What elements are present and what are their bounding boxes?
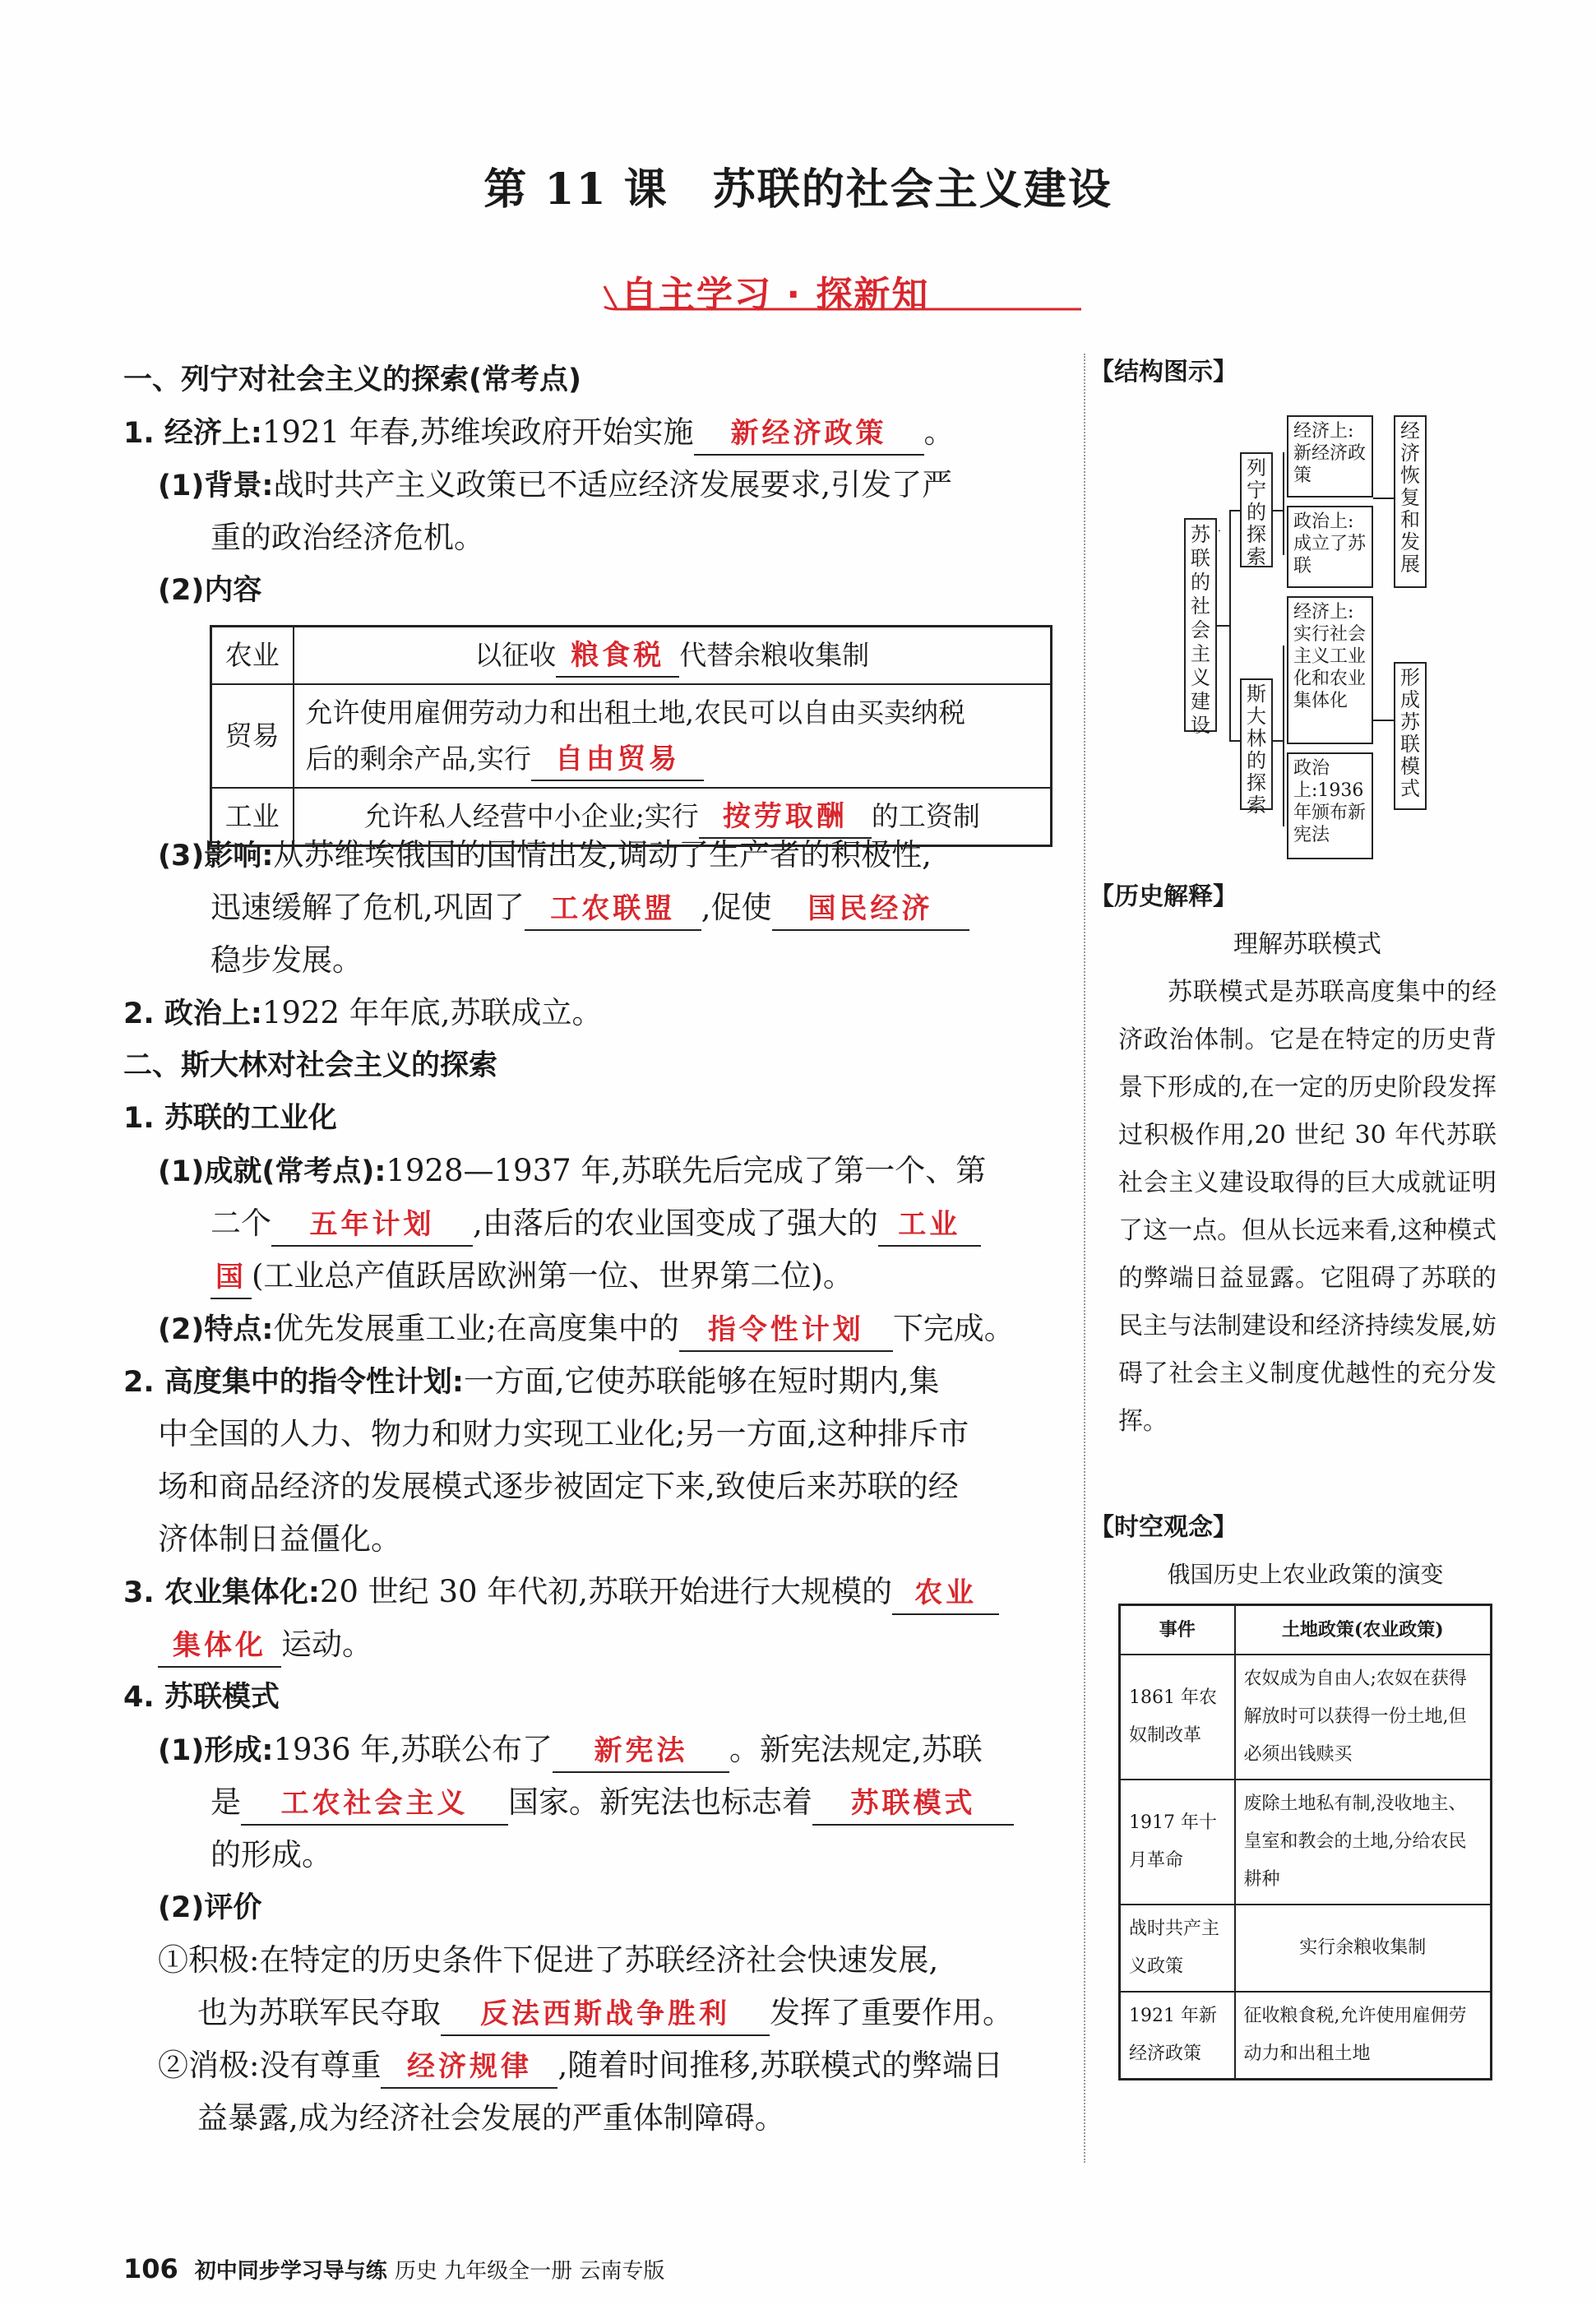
planning-line: 2. 高度集中的指令性计划:一方面,它使苏联能够在短时期内,集 <box>123 1363 940 1399</box>
answer-blank: 工农社会主义 <box>241 1783 508 1826</box>
answer-blank: 工业 <box>878 1204 981 1247</box>
connector <box>1273 740 1283 742</box>
feature-line: (2)特点:优先发展重工业;在高度集中的 指令性计划 下完成。 <box>123 1303 1061 1355</box>
table-row <box>1120 1905 1492 1992</box>
answer-blank: 农业 <box>892 1572 999 1615</box>
connector <box>1229 510 1231 740</box>
achievement-line-3: 国 (工业总产值跃居欧洲第一位、世界第二位)。 <box>123 1250 1061 1303</box>
diagram-stalin-politics: 政治上:1936年颁布新宪法 <box>1287 752 1373 859</box>
planning-line-2: 中全国的人力、物力和财力实现工业化;另一方面,这种排斥市 <box>158 1416 969 1451</box>
table-cell: 战时共产主义政策 <box>1120 1905 1235 1992</box>
section-heading-1: 一、列宁对社会主义的探索(常考点) <box>123 363 581 396</box>
soviet-model-heading: 4. 苏联模式 <box>123 1681 280 1714</box>
table-row <box>211 684 1052 788</box>
table-cell: 1917 年十月革命 <box>1120 1780 1235 1905</box>
sidebar <box>1089 354 1501 391</box>
positive-line: ①积极:在特定的历史条件下促进了苏联经济社会快速发展, <box>158 1942 939 1978</box>
answer-blank: 按劳取酬 <box>699 796 872 839</box>
answer-blank: 五年计划 <box>271 1204 473 1247</box>
book-info: 历史 九年级全一册 云南专版 <box>394 2259 665 2284</box>
policy-table-title: 俄国历史上农业政策的演变 <box>1167 1561 1444 1588</box>
formation-line-2: 是 工农社会主义 国家。新宪法也标志着 苏联模式 <box>123 1776 1061 1829</box>
table-cell: 1921 年新经济政策 <box>1120 1992 1235 2080</box>
table-header: 事件 <box>1120 1605 1235 1655</box>
main-column <box>123 354 1061 2145</box>
section-heading-2: 二、斯大林对社会主义的探索 <box>123 1049 498 1082</box>
planning-line-4: 济体制日益僵化。 <box>158 1521 401 1557</box>
positive-line-2: 也为苏联军民夺取 反法西斯战争胜利 发挥了重要作用。 <box>123 1987 1061 2039</box>
explanation-title: 理解苏联模式 <box>1233 930 1381 959</box>
policy-table <box>1118 1604 1492 2081</box>
politics-line: 2. 政治上:1922 年年底,苏联成立。 <box>123 995 603 1030</box>
table-cell: 以征收 粮食税 代替余粮收集制 <box>294 627 1052 685</box>
answer-blank: 工农联盟 <box>525 888 701 931</box>
page-number: 106 <box>123 2253 178 2284</box>
planning-line-3: 场和商品经济的发展模式逐步被固定下来,致使后来苏联的经 <box>158 1469 959 1504</box>
economy-line: 1. 经济上:1921 年春,苏维埃政府开始实施 新经济政策 。 <box>123 406 1061 459</box>
answer-blank: 自由贸易 <box>531 738 704 781</box>
book-title: 初中同步学习导与练 <box>194 2259 387 2284</box>
table-header: 土地政策(农业政策) <box>1235 1605 1492 1655</box>
table-row <box>211 627 1052 685</box>
table-cell: 工业 <box>211 788 294 846</box>
connector <box>1283 452 1284 555</box>
structure-diagram <box>1184 407 1431 868</box>
table-cell: 农业 <box>211 627 294 685</box>
influence-line-2: 迅速缓解了危机,巩固了 工农联盟 ,促使 国民经济 <box>123 882 1061 934</box>
table-cell: 允许私人经营中小企业;实行 按劳取酬 的工资制 <box>294 788 1052 846</box>
table-cell: 实行余粮收集制 <box>1235 1905 1492 1992</box>
formation-line-3: 的形成。 <box>210 1837 332 1872</box>
answer-blank: 经济规律 <box>381 2046 557 2089</box>
diagram-root: 苏联的社会主义建设 <box>1184 518 1217 732</box>
influence-line-3: 稳步发展。 <box>210 942 363 978</box>
diagram-stalin: 斯大林的探索 <box>1240 678 1273 810</box>
negative-line-2: 益暴露,成为经济社会发展的严重体制障碍。 <box>197 2100 785 2136</box>
answer-blank: 苏联模式 <box>812 1783 1014 1826</box>
answer-blank: 新宪法 <box>553 1730 729 1773</box>
answer-blank: 粮食税 <box>556 635 679 678</box>
table-row <box>1120 1655 1492 1780</box>
content-label: (2)内容 <box>158 574 262 607</box>
negative-line: ②消极:没有尊重 经济规律 ,随着时间推移,苏联模式的弊端日 <box>123 2039 1061 2092</box>
table-row <box>1120 1605 1492 1655</box>
formation-line: (1)形成:1936 年,苏联公布了 新宪法 。新宪法规定,苏联 <box>123 1724 1061 1776</box>
time-space-tag: 【时空观念】 <box>1089 1513 1237 1542</box>
industrialization-heading: 1. 苏联的工业化 <box>123 1102 337 1135</box>
explanation-tag: 【历史解释】 <box>1089 882 1237 911</box>
table-cell: 1861 年农奴制改革 <box>1120 1655 1235 1780</box>
page-title: 第 11 课 苏联的社会主义建设 <box>483 164 1113 215</box>
table-cell: 农奴成为自由人;农奴在获得解放时可以获得一份土地,但必须出钱赎买 <box>1235 1655 1492 1780</box>
section-banner: 自主学习 · 探新知 <box>621 274 930 316</box>
nep-content-table <box>210 625 1052 847</box>
answer-blank: 反法西斯战争胜利 <box>441 1993 770 2036</box>
achievement-line: (1)成就(常考点):1928—1937 年,苏联先后完成了第一个、第 <box>158 1153 987 1188</box>
explanation-text: 苏联模式是苏联高度集中的经济政治体制。它是在特定的历史背景下形成的,在一定的历史阶段发挥过积极作用,20 世纪 30 年代苏联社会主义建设取得的巨大成就证明了这一点。但从长远来看,这种模式的弊端日益显露。它阻碍了苏联的民主与法制建设和经济持续发展,妨碍了社会主义制度优越性的充分发挥。 <box>1118 978 1497 1436</box>
table-row <box>1120 1780 1492 1905</box>
achievement-line-2: 二个 五年计划 ,由落后的农业国变成了强大的 工业 <box>123 1197 1061 1250</box>
table-row <box>1120 1992 1492 2080</box>
answer-blank: 国民经济 <box>772 888 969 931</box>
diagram-lenin-economy: 经济上:新经济政策 <box>1287 415 1373 498</box>
diagram-lenin: 列宁的探索 <box>1240 452 1273 567</box>
arrow <box>1373 720 1394 721</box>
background-line-2: 重的政治经济危机。 <box>210 520 484 555</box>
explanation-block <box>1118 921 1497 1446</box>
background-line: (1)背景:战时共产主义政策已不适应经济发展要求,引发了严 <box>158 467 953 502</box>
structure-tag: 【结构图示】 <box>1089 358 1237 386</box>
table-row <box>211 788 1052 846</box>
connector <box>1273 510 1283 511</box>
arrow <box>1373 498 1394 499</box>
column-divider <box>1084 354 1085 2163</box>
diagram-lenin-politics: 政治上:成立了苏联 <box>1287 506 1373 588</box>
collectivization-line: 3. 农业集体化:20 世纪 30 年代初,苏联开始进行大规模的 农业 <box>123 1566 1061 1618</box>
diagram-stalin-economy: 经济上:实行社会主义工业化和农业集体化 <box>1287 596 1373 744</box>
table-cell: 废除土地私有制,没收地主、皇室和教会的土地,分给农民耕种 <box>1235 1780 1492 1905</box>
collectivization-line-2: 集体化 运动。 <box>123 1618 1061 1671</box>
table-cell: 允许使用雇佣劳动力和出租土地,农民可以自由买卖纳税 后的剩余产品,实行 自由贸易 <box>294 684 1052 788</box>
connector <box>1217 625 1229 627</box>
table-cell: 贸易 <box>211 684 294 788</box>
answer-blank: 新经济政策 <box>694 413 924 456</box>
connector <box>1283 646 1284 826</box>
page-footer <box>123 2253 664 2284</box>
answer-blank: 国 <box>210 1257 252 1299</box>
table-cell: 征收粮食税,允许使用雇佣劳动力和出租土地 <box>1235 1992 1492 2080</box>
evaluation-label: (2)评价 <box>158 1891 262 1924</box>
answer-blank: 指令性计划 <box>679 1309 893 1352</box>
diagram-result-2: 形成苏联模式 <box>1394 662 1427 810</box>
diagram-result-1: 经济恢复和发展 <box>1394 415 1427 588</box>
answer-blank: 集体化 <box>158 1625 281 1668</box>
influence-line: (3)影响:从苏维埃俄国的国情出发,调动了生产者的积极性, <box>158 837 932 872</box>
